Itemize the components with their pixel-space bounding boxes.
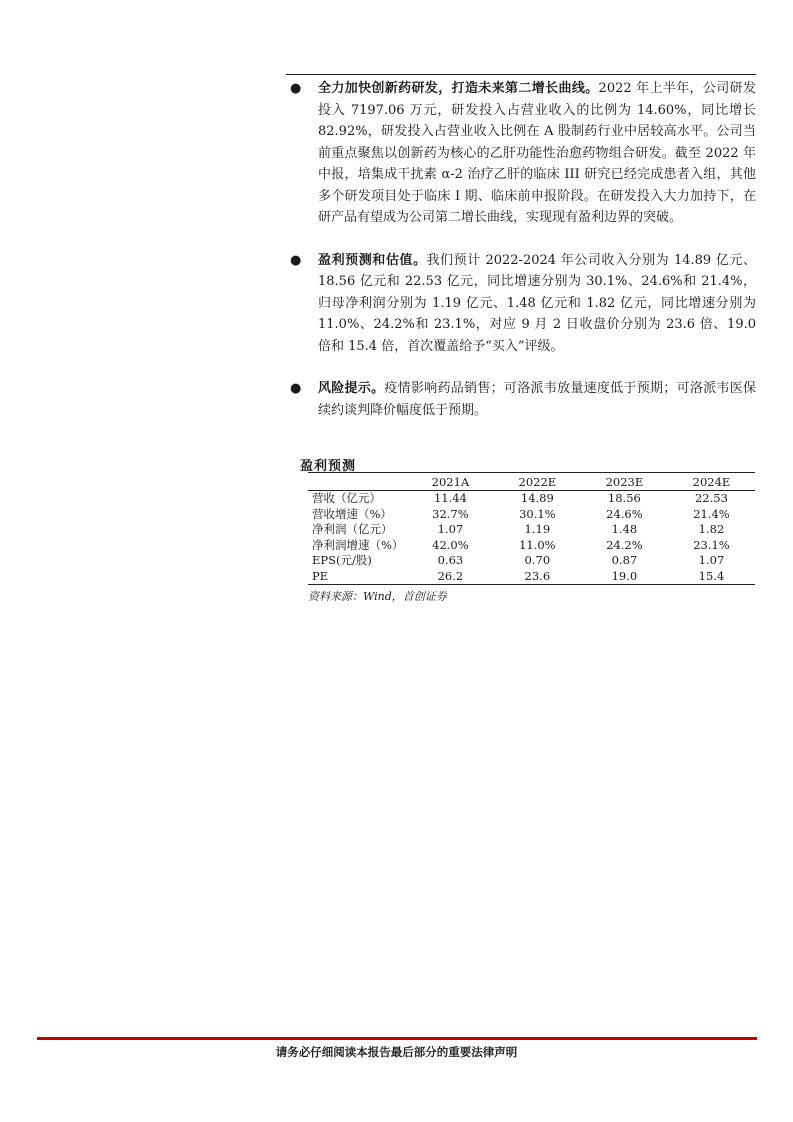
bullet-heading: 盈利预测和估值。 <box>318 252 427 268</box>
bullet-dot-icon: ● <box>290 381 302 396</box>
table-cell: 0.70 <box>524 553 551 567</box>
column-header: 2021A <box>407 473 494 491</box>
table-row <box>308 538 755 554</box>
bullet-text: 我们预计 2022-2024 年公司收入分别为 14.89 亿元、18.56 亿元和 22.53 亿元，同比增速分别为 30.1%、24.6%和 21.4%，归母净利润分别为 1.19 亿元、1.48 亿元和 1.82 亿元，同比增速分别为 11.0%、24.2%和 23.1%，对应 9 月 2 日收盘价分别为 23.6 倍、19.0 倍和 15.4 倍，首次覆盖给予“买入”评级。 <box>318 252 756 354</box>
row-label: EPS(元/股) <box>312 553 372 567</box>
row-label: 营收（亿元） <box>312 491 381 505</box>
table-cell: 42.0% <box>432 537 469 552</box>
row-label: PE <box>308 569 407 585</box>
forecast-table <box>308 472 755 585</box>
table-cell: 21.4% <box>693 506 730 521</box>
row-label: 净利润（亿元） <box>312 522 393 536</box>
table-row <box>308 522 755 538</box>
table-row <box>308 569 755 585</box>
table-cell: 15.4 <box>668 569 755 585</box>
table-cell: 0.63 <box>437 553 464 567</box>
forecast-table-title: 盈利预测 <box>300 459 357 474</box>
table-cell: 24.6% <box>606 506 643 521</box>
table-cell: 1.19 <box>524 522 551 536</box>
table-source-note: 资料来源：Wind，首创证券 <box>308 590 447 603</box>
bullet-valuation <box>286 250 756 358</box>
table-cell: 1.07 <box>698 553 725 567</box>
bullet-dot-icon: ● <box>290 252 302 268</box>
footer-disclaimer: 请务必仔细阅读本报告最后部分的重要法律声明 <box>275 1045 518 1059</box>
table-cell: 11.0% <box>519 537 556 552</box>
table-cell: 1.82 <box>698 522 725 536</box>
table-cell: 23.6 <box>494 569 581 585</box>
bullet-rnd <box>286 78 756 229</box>
column-header: 2023E <box>581 473 668 491</box>
top-rule <box>286 74 756 75</box>
table-cell: 32.7% <box>432 506 469 521</box>
table-row <box>308 507 755 523</box>
table-cell: 24.2% <box>606 537 643 552</box>
bullet-risk <box>286 378 756 421</box>
table-cell: 30.1% <box>519 506 556 521</box>
table-cell: 1.48 <box>611 522 638 536</box>
column-header: 2022E <box>494 473 581 491</box>
column-header <box>308 473 407 491</box>
table-cell: 1.07 <box>437 522 464 536</box>
table-header-row <box>308 473 755 491</box>
table-cell: 11.44 <box>433 491 467 505</box>
bullet-heading: 风险提示。 <box>318 381 385 396</box>
bullet-text: 2022 年上半年，公司研发投入 7197.06 万元，研发投入占营业收入的比例为 14.60%，同比增长 82.92%，研发投入占营业收入比例在 A 股制药行业中居较高水平。公司当前重点聚焦以创新药为核心的乙肝功能性治愈药物组合研发。截至 2022 年中报，培集成干扰素 α-2 治疗乙肝的临床 III 研究已经完成患者入组，其他多个研发项目处于临床 I 期、临床前申报阶段。在研发投入大力加持下，在研产品有望成为公司第二增长曲线，实现现有盈利边界的突破。 <box>318 81 756 225</box>
table-cell: 23.1% <box>693 537 730 552</box>
table-cell: 26.2 <box>407 569 494 585</box>
table-cell: 19.0 <box>581 569 668 585</box>
row-label: 营收增速（%） <box>312 506 392 521</box>
bullet-dot-icon: ● <box>290 81 302 96</box>
table-row <box>308 491 755 507</box>
row-label: 净利润增速（%） <box>312 537 404 552</box>
bullet-heading: 全力加快创新药研发，打造未来第二增长曲线。 <box>318 81 599 96</box>
table-cell: 0.87 <box>611 553 638 567</box>
bullet-text: 疫情影响药品销售；可洛派韦放量速度低于预期；可洛派韦医保续约谈判降价幅度低于预期。 <box>318 381 756 418</box>
table-row <box>308 553 755 569</box>
table-cell: 22.53 <box>694 491 728 505</box>
column-header: 2024E <box>668 473 755 491</box>
bullet-list <box>286 78 756 442</box>
table-cell: 14.89 <box>520 491 554 505</box>
table-cell: 18.56 <box>607 491 641 505</box>
footer-rule <box>37 1037 757 1040</box>
